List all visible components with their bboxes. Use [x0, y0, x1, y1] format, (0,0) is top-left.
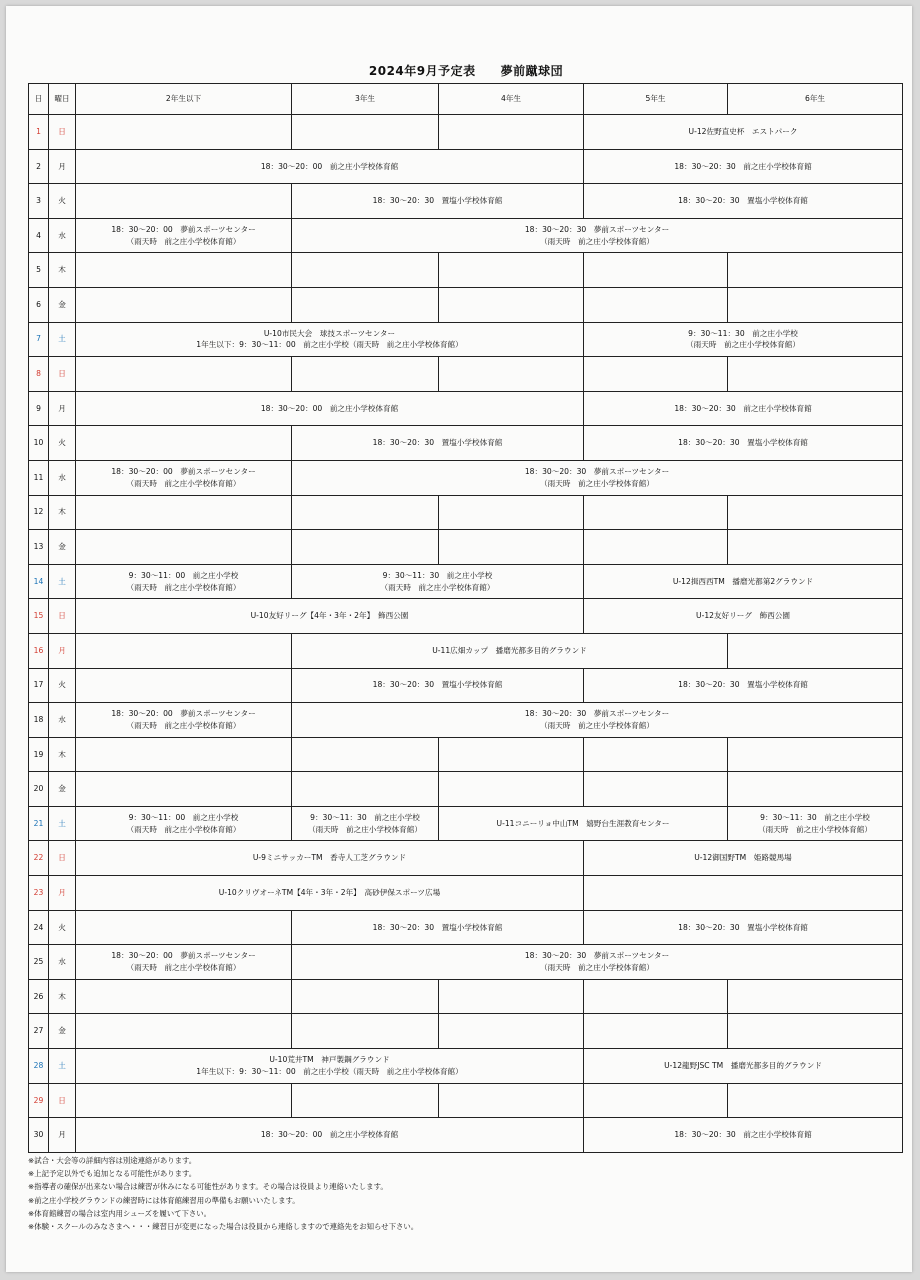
table-row — [29, 703, 903, 738]
table-row — [29, 1049, 903, 1084]
table-row — [29, 564, 903, 599]
event-text: 9：30〜11：00 前之庄小学校 — [128, 570, 239, 580]
weekday-label: 日 — [49, 1083, 76, 1118]
event-text: 18：30〜20：30 置塩小学校体育館 — [372, 196, 503, 206]
table-row — [29, 149, 903, 184]
empty-cell — [728, 357, 903, 392]
empty-cell — [292, 1014, 439, 1049]
empty-cell — [76, 530, 292, 565]
table-row — [29, 287, 903, 322]
table-row — [29, 876, 903, 911]
note-line: ※試合・大会等の詳細内容は別途連絡があります。 — [28, 1156, 197, 1165]
day-number: 11 — [29, 460, 49, 495]
day-number: 13 — [29, 530, 49, 565]
event-text: 18：30〜20：30 前之庄小学校体育館 — [674, 403, 812, 413]
empty-cell — [439, 530, 584, 565]
day-number: 21 — [29, 806, 49, 841]
event-text: 18：30〜20：30 置塩小学校体育館 — [678, 922, 808, 932]
weekday-label: 月 — [49, 391, 76, 426]
schedule-cell — [292, 633, 728, 668]
weekday-label: 火 — [49, 668, 76, 703]
table-row — [29, 841, 903, 876]
day-number: 23 — [29, 876, 49, 911]
day-number: 7 — [29, 322, 49, 357]
empty-cell — [292, 530, 439, 565]
day-number: 15 — [29, 599, 49, 634]
weekday-label: 金 — [49, 287, 76, 322]
schedule-cell — [728, 806, 903, 841]
table-row — [29, 633, 903, 668]
empty-cell — [584, 737, 728, 772]
weekday-label: 金 — [49, 1014, 76, 1049]
event-text: （雨天時 前之庄小学校体育館） — [686, 340, 800, 350]
table-row — [29, 1014, 903, 1049]
schedule-cell — [584, 322, 903, 357]
day-number: 16 — [29, 633, 49, 668]
empty-cell — [728, 495, 903, 530]
schedule-cell — [292, 564, 584, 599]
weekday-label: 月 — [49, 876, 76, 911]
empty-cell — [584, 979, 728, 1014]
empty-cell — [728, 737, 903, 772]
schedule-cell — [76, 460, 292, 495]
empty-cell — [76, 910, 292, 945]
empty-cell — [584, 530, 728, 565]
weekday-label: 木 — [49, 253, 76, 288]
table-row — [29, 668, 903, 703]
weekday-label: 火 — [49, 910, 76, 945]
schedule-cell — [76, 841, 584, 876]
weekday-label: 金 — [49, 772, 76, 807]
schedule-cell — [439, 806, 728, 841]
empty-cell — [584, 253, 728, 288]
event-text: U-9ミニサッカーTM 香寺人工芝グラウンド — [252, 853, 407, 863]
day-number: 30 — [29, 1118, 49, 1153]
empty-cell — [76, 115, 292, 150]
event-text: U-10クリヴオーネTM【4年・3年・2年】 高砂伊保スポーツ広場 — [218, 887, 441, 897]
event-text: （雨天時 前之庄小学校体育館） — [126, 236, 241, 246]
weekday-label: 水 — [49, 460, 76, 495]
event-text: 1年生以下：9：30〜11：00 前之庄小学校（雨天時 前之庄小学校体育館） — [196, 1066, 463, 1076]
schedule-cell — [584, 426, 903, 461]
schedule-cell — [584, 841, 903, 876]
empty-cell — [584, 772, 728, 807]
event-text: U-11広畑カップ 播磨光都多目的グラウンド — [432, 645, 587, 655]
schedule-cell — [292, 668, 584, 703]
event-text: 1年生以下：9：30〜11：00 前之庄小学校（雨天時 前之庄小学校体育館） — [196, 340, 463, 350]
notes-section — [28, 1154, 908, 1233]
day-number: 19 — [29, 737, 49, 772]
empty-cell — [439, 1014, 584, 1049]
event-text: （雨天時 前之庄小学校体育館） — [540, 963, 654, 973]
day-number: 6 — [29, 287, 49, 322]
empty-cell — [439, 979, 584, 1014]
empty-cell — [76, 287, 292, 322]
empty-cell — [292, 495, 439, 530]
table-row — [29, 115, 903, 150]
table-row — [29, 599, 903, 634]
note-line: ※体験・スクールのみなさまへ・・・練習日が変更になった場合は役員から連絡しますので連絡先をお知らせ下さい。 — [28, 1222, 419, 1232]
schedule-cell — [76, 1049, 584, 1084]
empty-cell — [584, 1083, 728, 1118]
table-row — [29, 391, 903, 426]
weekday-label: 木 — [49, 979, 76, 1014]
empty-cell — [292, 772, 439, 807]
schedule-sheet — [6, 6, 912, 1272]
event-text: 18：30〜20：00 前之庄小学校体育館 — [260, 161, 399, 171]
day-number: 12 — [29, 495, 49, 530]
schedule-cell — [76, 806, 292, 841]
schedule-cell — [292, 426, 584, 461]
schedule-cell — [76, 218, 292, 253]
schedule-cell — [584, 149, 903, 184]
event-text: 18：30〜20：00 前之庄小学校体育館 — [260, 403, 399, 413]
table-row — [29, 218, 903, 253]
weekday-label: 日 — [49, 599, 76, 634]
event-text: U-12佐野直史杯 エストパーク — [688, 126, 798, 136]
day-number: 1 — [29, 115, 49, 150]
schedule-table — [28, 83, 903, 1153]
event-text: 18：30〜20：00 夢前スポーツセンター — [111, 466, 256, 476]
table-row — [29, 322, 903, 357]
schedule-cell — [584, 599, 903, 634]
day-number: 4 — [29, 218, 49, 253]
day-number: 10 — [29, 426, 49, 461]
table-row — [29, 737, 903, 772]
header-grade4: 4年生 — [439, 84, 584, 115]
weekday-label: 月 — [49, 633, 76, 668]
table-row — [29, 253, 903, 288]
empty-cell — [292, 115, 439, 150]
event-text: 18：30〜20：30 置塩小学校体育館 — [372, 680, 503, 690]
day-number: 29 — [29, 1083, 49, 1118]
schedule-body — [29, 115, 903, 1153]
event-text: 9：30〜11：30 前之庄小学校 — [310, 812, 420, 822]
schedule-cell — [292, 945, 903, 980]
empty-cell — [439, 737, 584, 772]
empty-cell — [584, 495, 728, 530]
weekday-label: 火 — [49, 426, 76, 461]
schedule-cell — [584, 564, 903, 599]
event-text: 18：30〜20：30 置塩小学校体育館 — [372, 922, 503, 932]
empty-cell — [76, 184, 292, 219]
header-weekday: 曜日 — [49, 84, 76, 115]
empty-cell — [728, 979, 903, 1014]
empty-cell — [584, 287, 728, 322]
weekday-label: 日 — [49, 357, 76, 392]
event-text: （雨天時 前之庄小学校体育館） — [126, 963, 241, 973]
empty-cell — [292, 979, 439, 1014]
schedule-cell — [76, 703, 292, 738]
weekday-label: 金 — [49, 530, 76, 565]
weekday-label: 水 — [49, 218, 76, 253]
schedule-cell — [584, 1049, 903, 1084]
table-row — [29, 910, 903, 945]
empty-cell — [728, 530, 903, 565]
day-number: 28 — [29, 1049, 49, 1084]
event-text: 18：30〜20：30 夢前スポーツセンター — [524, 466, 670, 476]
schedule-cell — [584, 1118, 903, 1153]
event-text: （雨天時 前之庄小学校体育館） — [380, 582, 495, 592]
schedule-cell — [584, 910, 903, 945]
weekday-label: 土 — [49, 1049, 76, 1084]
empty-cell — [728, 772, 903, 807]
table-row — [29, 1118, 903, 1153]
event-text: U-12揖西西TM 播磨光都第2グラウンド — [672, 576, 814, 586]
header-grade3: 3年生 — [292, 84, 439, 115]
empty-cell — [292, 287, 439, 322]
empty-cell — [584, 357, 728, 392]
event-text: （雨天時 前之庄小学校体育館） — [126, 582, 241, 592]
weekday-label: 木 — [49, 737, 76, 772]
schedule-cell — [292, 910, 584, 945]
event-text: 18：30〜20：30 置塩小学校体育館 — [678, 438, 808, 448]
day-number: 5 — [29, 253, 49, 288]
table-row — [29, 772, 903, 807]
schedule-cell — [76, 322, 584, 357]
empty-cell — [728, 253, 903, 288]
event-text: （雨天時 前之庄小学校体育館） — [126, 478, 241, 488]
day-number: 27 — [29, 1014, 49, 1049]
empty-cell — [439, 357, 584, 392]
table-header-row — [29, 84, 903, 115]
weekday-label: 月 — [49, 149, 76, 184]
day-number: 24 — [29, 910, 49, 945]
table-row — [29, 184, 903, 219]
weekday-label: 日 — [49, 841, 76, 876]
empty-cell — [76, 668, 292, 703]
day-number: 3 — [29, 184, 49, 219]
day-number: 17 — [29, 668, 49, 703]
event-text: 18：30〜20：30 前之庄小学校体育館 — [674, 161, 812, 171]
event-text: U-12御国野TM 姫路競馬場 — [694, 853, 792, 863]
event-text: 18：30〜20：30 前之庄小学校体育館 — [674, 1130, 812, 1140]
day-number: 25 — [29, 945, 49, 980]
event-text: （雨天時 前之庄小学校体育館） — [126, 720, 241, 730]
empty-cell — [76, 737, 292, 772]
empty-cell — [76, 1083, 292, 1118]
weekday-label: 土 — [49, 564, 76, 599]
event-text: 18：30〜20：00 前之庄小学校体育館 — [260, 1130, 399, 1140]
schedule-cell — [584, 115, 903, 150]
event-text: U-12龍野JSC TM 播磨光都多目的グラウンド — [664, 1060, 822, 1070]
empty-cell — [76, 772, 292, 807]
event-text: 18：30〜20：30 置塩小学校体育館 — [372, 438, 503, 448]
event-text: （雨天時 前之庄小学校体育館） — [758, 824, 872, 834]
event-text: 18：30〜20：00 夢前スポーツセンター — [111, 709, 256, 719]
empty-cell — [728, 1014, 903, 1049]
weekday-label: 月 — [49, 1118, 76, 1153]
table-row — [29, 979, 903, 1014]
empty-cell — [584, 1014, 728, 1049]
page-title: 2024年9月予定表 夢前蹴球団 — [368, 64, 564, 78]
weekday-label: 水 — [49, 945, 76, 980]
schedule-cell — [292, 218, 903, 253]
table-row — [29, 945, 903, 980]
event-text: 9：30〜11：30 前之庄小学校 — [760, 812, 870, 822]
empty-cell — [439, 253, 584, 288]
weekday-label: 日 — [49, 115, 76, 150]
table-row — [29, 357, 903, 392]
schedule-cell — [76, 149, 584, 184]
empty-cell — [439, 1083, 584, 1118]
day-number: 22 — [29, 841, 49, 876]
event-text: 18：30〜20：30 置塩小学校体育館 — [678, 196, 808, 206]
weekday-label: 水 — [49, 703, 76, 738]
day-number: 20 — [29, 772, 49, 807]
schedule-cell — [584, 391, 903, 426]
empty-cell — [292, 1083, 439, 1118]
event-text: U-10荒井TM 神戸製鋼グラウンド — [269, 1055, 390, 1065]
schedule-cell — [76, 599, 584, 634]
empty-cell — [76, 426, 292, 461]
event-text: U-11コニーリョ中山TM 嬉野台生涯教育センター — [496, 818, 670, 828]
schedule-cell — [292, 703, 903, 738]
empty-cell — [584, 876, 903, 911]
weekday-label: 土 — [49, 322, 76, 357]
event-text: U-10友好リーグ【4年・3年・2年】 飾西公園 — [250, 611, 409, 621]
note-line: ※前之庄小学校グラウンドの練習時には体育館練習用の準備もお願いいたします。 — [28, 1195, 300, 1205]
weekday-label: 土 — [49, 806, 76, 841]
empty-cell — [439, 772, 584, 807]
header-grade2-below: 2年生以下 — [76, 84, 292, 115]
schedule-cell — [584, 184, 903, 219]
header-day: 日 — [29, 84, 49, 115]
schedule-cell — [292, 460, 903, 495]
schedule-cell — [76, 876, 584, 911]
schedule-cell — [76, 945, 292, 980]
table-row — [29, 1083, 903, 1118]
day-number: 26 — [29, 979, 49, 1014]
empty-cell — [292, 253, 439, 288]
note-line: ※体育館練習の場合は室内用シューズを履いて下さい。 — [28, 1208, 212, 1218]
empty-cell — [292, 357, 439, 392]
event-text: （雨天時 前之庄小学校体育館） — [540, 478, 654, 488]
empty-cell — [439, 287, 584, 322]
day-number: 2 — [29, 149, 49, 184]
table-row — [29, 530, 903, 565]
day-number: 14 — [29, 564, 49, 599]
event-text: （雨天時 前之庄小学校体育館） — [540, 720, 654, 730]
empty-cell — [76, 1014, 292, 1049]
event-text: 9：30〜11：00 前之庄小学校 — [128, 812, 239, 822]
schedule-cell — [76, 391, 584, 426]
empty-cell — [728, 633, 903, 668]
weekday-label: 木 — [49, 495, 76, 530]
event-text: 18：30〜20：30 夢前スポーツセンター — [524, 951, 670, 961]
event-text: 18：30〜20：30 夢前スポーツセンター — [524, 224, 670, 234]
event-text: 18：30〜20：30 夢前スポーツセンター — [524, 709, 670, 719]
empty-cell — [76, 253, 292, 288]
empty-cell — [728, 1083, 903, 1118]
empty-cell — [728, 287, 903, 322]
schedule-cell — [76, 1118, 584, 1153]
table-row — [29, 806, 903, 841]
note-line: ※上記予定以外でも追加となる可能性があります。 — [28, 1169, 197, 1179]
empty-cell — [292, 737, 439, 772]
event-text: 9：30〜11：30 前之庄小学校 — [688, 328, 798, 338]
empty-cell — [439, 495, 584, 530]
empty-cell — [439, 115, 584, 150]
day-number: 8 — [29, 357, 49, 392]
event-text: U-10市民大会 球技スポーツセンター — [263, 328, 396, 338]
empty-cell — [76, 979, 292, 1014]
table-row — [29, 495, 903, 530]
empty-cell — [76, 495, 292, 530]
event-text: U-12友好リーグ 飾西公園 — [696, 611, 790, 621]
empty-cell — [76, 357, 292, 392]
empty-cell — [76, 633, 292, 668]
note-line: ※指導者の確保が出来ない場合は練習が休みになる可能性があります。その場合は役員より連絡いたします。 — [28, 1182, 388, 1192]
schedule-cell — [292, 806, 439, 841]
event-text: （雨天時 前之庄小学校体育館） — [540, 236, 654, 246]
header-grade5: 5年生 — [584, 84, 728, 115]
day-number: 18 — [29, 703, 49, 738]
event-text: （雨天時 前之庄小学校体育館） — [126, 824, 241, 834]
event-text: 18：30〜20：00 夢前スポーツセンター — [111, 224, 256, 234]
event-text: 9：30〜11：30 前之庄小学校 — [382, 570, 493, 580]
weekday-label: 火 — [49, 184, 76, 219]
event-text: 18：30〜20：30 置塩小学校体育館 — [678, 680, 808, 690]
header-grade6: 6年生 — [728, 84, 903, 115]
schedule-cell — [292, 184, 584, 219]
table-row — [29, 460, 903, 495]
event-text: （雨天時 前之庄小学校体育館） — [308, 824, 422, 834]
event-text: 18：30〜20：00 夢前スポーツセンター — [111, 951, 256, 961]
schedule-cell — [76, 564, 292, 599]
schedule-cell — [584, 668, 903, 703]
day-number: 9 — [29, 391, 49, 426]
table-row — [29, 426, 903, 461]
